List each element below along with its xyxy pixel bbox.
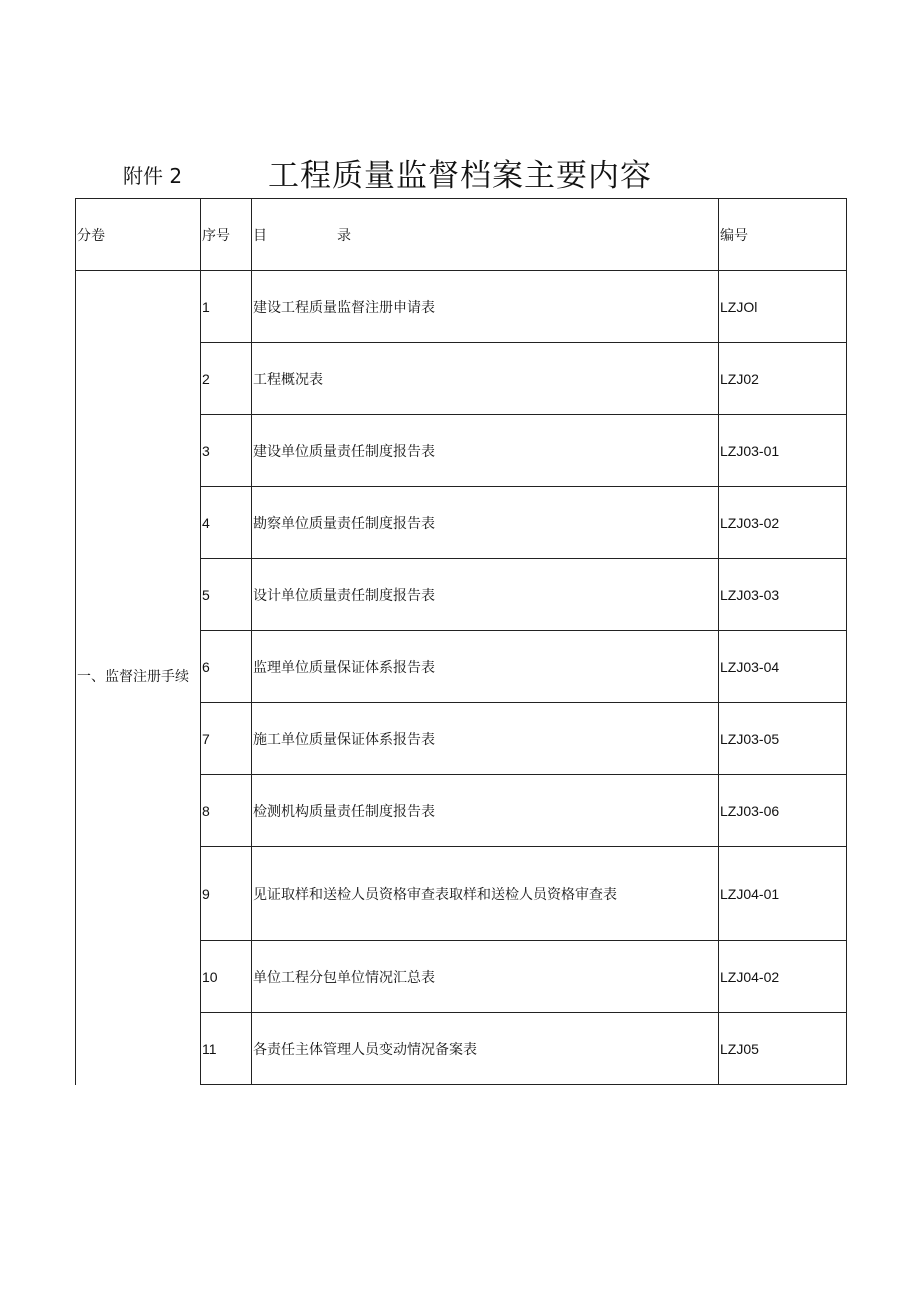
table-row [76,271,847,343]
seq-cell: 8 [201,775,252,847]
archive-contents-table [75,198,847,1085]
column-header-seq: 序号 [201,199,252,271]
code-cell: LZJ04-02 [719,941,847,1013]
seq-cell: 7 [201,703,252,775]
seq-cell: 4 [201,487,252,559]
code-cell: LZJ03-06 [719,775,847,847]
item-cell: 施工单位质量保证体系报告表 [252,703,719,775]
seq-cell: 1 [201,271,252,343]
code-cell: LZJOl [719,271,847,343]
seq-cell: 5 [201,559,252,631]
item-cell: 单位工程分包单位情况汇总表 [252,941,719,1013]
table-header-row [76,199,847,271]
item-cell: 监理单位质量保证体系报告表 [252,631,719,703]
code-cell: LZJ03-04 [719,631,847,703]
code-cell: LZJ03-01 [719,415,847,487]
volume-cell: 一、监督注册手续 [76,271,201,1085]
seq-cell: 10 [201,941,252,1013]
item-cell: 设计单位质量责任制度报告表 [252,559,719,631]
code-cell: LZJ04-01 [719,847,847,941]
seq-cell: 3 [201,415,252,487]
annex-label: 附件 2 [123,164,183,188]
column-header-contents: 目 录 [252,199,719,271]
item-cell: 见证取样和送检人员资格审查表取样和送检人员资格审查表 [252,847,719,941]
column-header-code: 编号 [719,199,847,271]
item-cell: 建设单位质量责任制度报告表 [252,415,719,487]
item-cell: 工程概况表 [252,343,719,415]
item-cell: 建设工程质量监督注册申请表 [252,271,719,343]
code-cell: LZJ05 [719,1013,847,1085]
item-cell: 各责任主体管理人员变动情况备案表 [252,1013,719,1085]
seq-cell: 9 [201,847,252,941]
seq-cell: 11 [201,1013,252,1085]
code-cell: LZJ03-02 [719,487,847,559]
seq-cell: 2 [201,343,252,415]
document-title: 工程质量监督档案主要内容 [268,158,652,194]
code-cell: LZJ02 [719,343,847,415]
item-cell: 勘察单位质量责任制度报告表 [252,487,719,559]
seq-cell: 6 [201,631,252,703]
code-cell: LZJ03-03 [719,559,847,631]
item-cell: 检测机构质量责任制度报告表 [252,775,719,847]
column-header-volume: 分卷 [76,199,201,271]
code-cell: LZJ03-05 [719,703,847,775]
